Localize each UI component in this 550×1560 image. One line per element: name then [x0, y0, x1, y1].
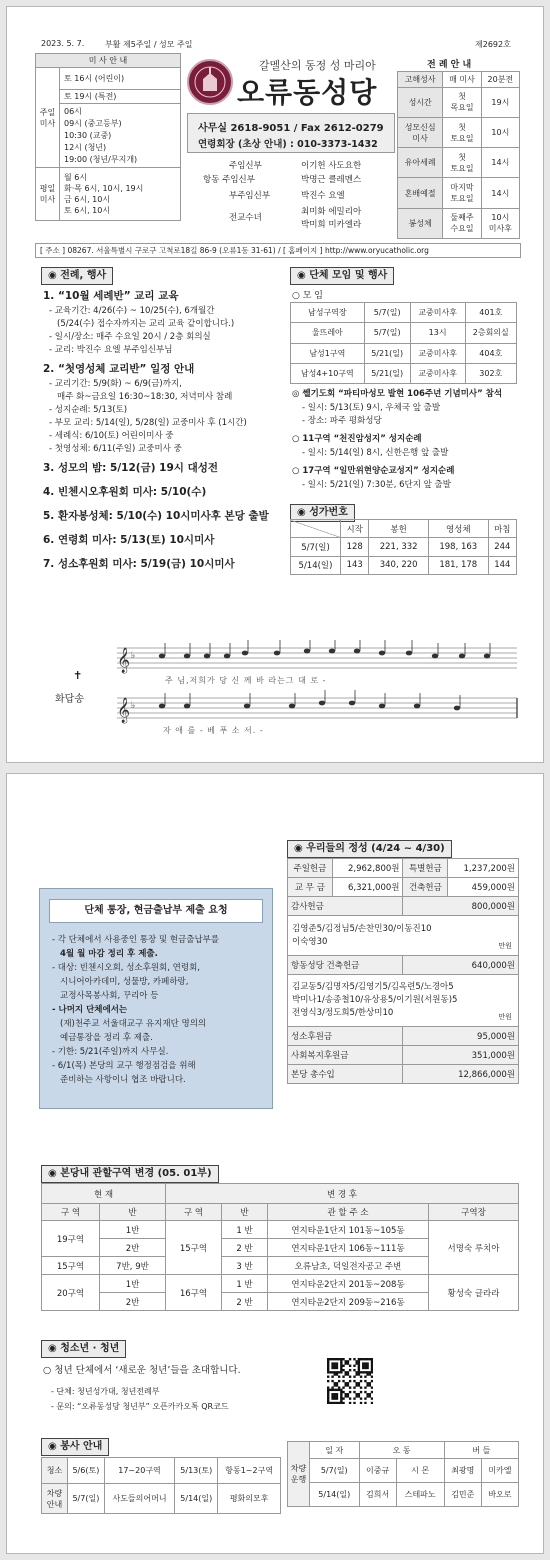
- hymns-table: [290, 519, 517, 575]
- hymns-cell: 5/14(일): [291, 556, 341, 574]
- offering-label: 건축헌금: [403, 878, 448, 897]
- mass-schedule-table: [35, 53, 181, 221]
- service-title-text: 봉사 안내: [60, 1441, 103, 1452]
- thanks-donor-names: 김영준5/김정님5/손찬민30/이동진10 이숙영30: [292, 923, 432, 947]
- districts-col: 반: [100, 1204, 166, 1221]
- service-cell: 5/7(일): [68, 1484, 105, 1514]
- clergy-name: 박진수 요엘: [301, 191, 345, 201]
- psalm-lyric-1: 주 님,저희가 당 신 께 바 라는그 대 로 -: [165, 676, 327, 685]
- meeting-cell: 5/7(일): [364, 323, 410, 343]
- new-ban: 1 반: [222, 1221, 268, 1239]
- clergy-name: 이기헌 사도요한: [301, 161, 362, 171]
- music-note-icon: [159, 654, 165, 659]
- meeting-cell: 남성1구역: [291, 343, 365, 363]
- group-event-detail: - 일시: 5/13(토) 9시, 우체국 앞 출발: [302, 403, 441, 413]
- meeting-cell: 울뜨레아: [291, 323, 365, 343]
- service-cell: 17~20구역: [104, 1458, 174, 1484]
- old-ban: 1반: [100, 1221, 166, 1239]
- parish-name: 오류동성당: [237, 76, 378, 109]
- offering-label: 성소후원금: [288, 1027, 403, 1046]
- driving-cell: 5/14(일): [310, 1483, 360, 1507]
- offering-label: 사회복지후원금: [288, 1046, 403, 1065]
- event-heading: 6. 연령회 미사: 5/13(토) 10시미사: [43, 534, 215, 546]
- new-district: 15구역: [166, 1221, 222, 1275]
- notice-line: 교정사목봉사회, 꾸리아 등: [60, 991, 159, 1001]
- hymns-cell: 144: [488, 556, 516, 574]
- offering-label: 본당 총수입: [288, 1065, 403, 1084]
- bulletin-page-2: [6, 773, 544, 1554]
- liturgy-cell: 10시 미사후: [481, 208, 519, 238]
- music-note-icon: [242, 651, 248, 656]
- qr-code-icon[interactable]: [327, 1358, 373, 1404]
- meeting-cell: 2층회의실: [465, 323, 516, 343]
- event-detail: - 부모 교리: 5/14(일), 5/28(일) 교중미사 후 (1시간): [49, 418, 247, 428]
- building-offering-label: 항동성당 건축헌금: [288, 956, 403, 975]
- service-cell: 5/14(일): [175, 1484, 218, 1514]
- music-note-icon: [432, 654, 438, 659]
- thanks-offering-label: 감사헌금: [288, 897, 403, 916]
- old-ban: 7반, 9반: [100, 1257, 166, 1275]
- notice-line: (재)천주교 서울대교구 유지재단 명의의: [60, 1019, 207, 1029]
- liturgy-cell: 첫 목요일: [443, 87, 481, 117]
- driving-cell: 미카엘: [481, 1459, 518, 1483]
- liturgy-cell: 첫 토요일: [443, 118, 481, 148]
- driving-label: 차량 운행: [288, 1442, 310, 1507]
- districts-col: 관 할 주 소: [268, 1204, 429, 1221]
- district-address: 오류남초, 덕일전자공고 주변: [268, 1257, 429, 1275]
- offering-value: 459,000원: [448, 878, 519, 897]
- music-note-icon: [244, 704, 250, 709]
- youth-contact: - 문의: “오류동성당 청년부” 오픈카카오톡 QR코드: [51, 1402, 229, 1411]
- hymns-col-header: 봉헌: [369, 520, 429, 538]
- hymns-cell: 181, 178: [428, 556, 488, 574]
- meeting-cell: 5/21(일): [364, 363, 410, 383]
- driving-cell: 스테파노: [396, 1483, 444, 1507]
- event-heading: 4. 빈첸시오후원회 미사: 5/10(수): [43, 486, 207, 498]
- notice-title: 단체 통장, 현금출납부 제출 요청: [49, 899, 263, 923]
- group-event-detail: - 장소: 파주 평화성당: [302, 416, 382, 426]
- districts-table: [41, 1183, 519, 1311]
- clergy-role: 부주임신부: [229, 191, 271, 201]
- district-leader: 서명숙 루치아: [429, 1221, 519, 1275]
- districts-col: 반: [222, 1204, 268, 1221]
- psalm-label: 화답송: [55, 694, 84, 705]
- liturgy-cell: 성시간: [398, 87, 443, 117]
- notice-line: 시니어아카데미, 성물방, 카페하랑,: [60, 977, 189, 987]
- notice-line: 예금통장을 정리 후 제출.: [60, 1033, 153, 1043]
- liturgy-cell: 19시: [481, 87, 519, 117]
- hymns-col-header: 시작: [341, 520, 369, 538]
- groups-title-text: 단체 모임 및 행사: [309, 270, 388, 281]
- notice-line: - 각 단체에서 사용중인 통장 및 현금출납부를: [52, 935, 220, 945]
- saturday-mass-1: 토 16시 (어린이): [60, 68, 181, 90]
- clergy-role: 전교수녀: [229, 213, 262, 223]
- districts-header: 현 재: [42, 1184, 166, 1204]
- meeting-cell: 남성4+10구역: [291, 363, 365, 383]
- hymns-cell: 221, 332: [369, 538, 429, 556]
- event-detail: - 교리: 박진수 요엘 부주임신부님: [49, 345, 173, 355]
- sunday-mass-label: 주일 미사: [36, 68, 60, 168]
- driving-header: 버 들: [444, 1442, 518, 1459]
- old-district: 15구역: [42, 1257, 100, 1275]
- building-donor-names: 김교동5/김명자5/김영기5/김옥련5/노경아5 박미나1/송종철10/유상용5/이기원(서원동)5 전영식3/정도희5/한상미10: [292, 982, 458, 1018]
- notice-line: - 나머지 단체에서는: [52, 1005, 128, 1015]
- liturgy-cell: 10시: [481, 118, 519, 148]
- weekday-mass-label: 평일 미사: [36, 168, 60, 221]
- music-note-icon: [329, 649, 335, 654]
- thanks-offering-total: 800,000원: [403, 897, 519, 916]
- meeting-label: ○ 모 임: [292, 291, 323, 301]
- driving-cell: 김희서: [359, 1483, 396, 1507]
- event-heading: 3. 성모의 밤: 5/12(금) 19시 대성전: [43, 462, 219, 474]
- issue-number: 제2692호: [475, 40, 511, 49]
- event-heading: 1. “10월 세례반” 교리 교육: [43, 290, 179, 302]
- music-note-icon: [184, 654, 190, 659]
- old-district: 20구역: [42, 1275, 100, 1311]
- meeting-cell: 401호: [465, 303, 516, 323]
- groups-section-title: ◉ 단체 모임 및 행사: [290, 267, 394, 285]
- notice-line: 준비하는 사항이니 협조 바랍니다.: [60, 1075, 186, 1085]
- new-district: 16구역: [166, 1275, 222, 1311]
- hymns-cell: 244: [488, 538, 516, 556]
- svg-text:♭: ♭: [131, 701, 136, 711]
- music-note-icon: [406, 651, 412, 656]
- music-note-icon: [204, 654, 210, 659]
- event-detail: - 일시/장소: 매주 수요일 20시 / 2층 회의실: [49, 332, 211, 342]
- meeting-cell: 교중미사후: [410, 343, 465, 363]
- notice-box: [39, 888, 273, 1109]
- hymns-cell: 340, 220: [369, 556, 429, 574]
- music-note-icon: [274, 651, 280, 656]
- driving-table: [287, 1441, 519, 1507]
- building-offering-total: 640,000원: [403, 956, 519, 975]
- offering-label: 주일헌금: [288, 859, 333, 878]
- music-note-icon: [159, 704, 165, 709]
- districts-col: 구 역: [42, 1204, 100, 1221]
- service-cell: 항동1~2구역: [218, 1458, 281, 1484]
- music-note-icon: [484, 654, 490, 659]
- meeting-cell: 교중미사후: [410, 363, 465, 383]
- group-event-detail: - 일시: 5/14(일) 8시, 신한은행 앞 출발: [302, 448, 449, 458]
- districts-header: 변 경 후: [166, 1184, 519, 1204]
- service-cell: 5/13(토): [175, 1458, 218, 1484]
- event-detail: 매주 화~금요일 16:30~18:30, 저녁미사 참례: [57, 392, 233, 402]
- liturgy-table: [397, 71, 520, 239]
- bulletin-page-1: [6, 6, 544, 763]
- mass-title: 미 사 안 내: [36, 54, 181, 68]
- driving-cell: 시 몬: [396, 1459, 444, 1483]
- office-phone: 사무실 2618-9051 / Fax 2612-0279: [198, 123, 384, 134]
- music-note-icon: [379, 651, 385, 656]
- liturgy-cell: 성모신심 미사: [398, 118, 443, 148]
- meeting-cell: 302호: [465, 363, 516, 383]
- music-note-icon: [349, 701, 355, 706]
- notice-line: - 대상: 빈첸시오회, 성소후원회, 연령회,: [52, 963, 201, 973]
- liturgy-cell: 20분전: [481, 72, 519, 88]
- event-heading: 5. 환자봉성체: 5/10(수) 10시미사후 본당 출발: [43, 510, 269, 522]
- hymns-col-header: 마침: [488, 520, 516, 538]
- hymns-col-header: 영성체: [428, 520, 488, 538]
- offering-value: 351,000원: [403, 1046, 519, 1065]
- youth-section-title: ◉ 청소년 · 청년: [41, 1340, 126, 1358]
- notice-line: 4월 월 마감 정리 후 제출.: [60, 949, 158, 959]
- clergy-role: 주임신부: [229, 161, 262, 171]
- hymns-cell: 198, 163: [428, 538, 488, 556]
- event-detail: - 세례식: 6/10(토) 어린이미사 중: [49, 431, 174, 441]
- parish-logo: [187, 59, 233, 105]
- new-ban: 1 반: [222, 1275, 268, 1293]
- driving-cell: 바오로: [481, 1483, 518, 1507]
- event-detail: (5/24(수) 접수자까지는 교리 교육 같이합니다.): [57, 319, 235, 329]
- driving-cell: 김민준: [444, 1483, 481, 1507]
- district-address: 연지타운1단지 101동~105동: [268, 1221, 429, 1239]
- unit-label: 만원: [498, 1013, 512, 1021]
- liturgy-cell: 마지막 토요일: [443, 178, 481, 208]
- meeting-cell: 5/21(일): [364, 343, 410, 363]
- offering-value: 6,321,000원: [332, 878, 403, 897]
- meeting-cell: 남성구역장: [291, 303, 365, 323]
- clergy-name: 박미희 미카엘라: [301, 220, 362, 230]
- group-event-heading: ○ 11구역 “천진암성지” 성지순례: [292, 434, 422, 444]
- service-label: 차량 안내: [42, 1484, 68, 1514]
- notice-body: [52, 933, 267, 1087]
- district-leader: 황성숙 글라라: [429, 1275, 519, 1311]
- liturgy-cell: 둘째주 수요일: [443, 208, 481, 238]
- service-section-title: ◉ 봉사 안내: [41, 1438, 109, 1456]
- events-title-text: 전례, 행사: [60, 270, 107, 281]
- notice-line: - 기한: 5/21(주일)까지 사무실.: [52, 1047, 169, 1057]
- district-address: 연지타운2단지 201동~208동: [268, 1275, 429, 1293]
- svg-text:♭: ♭: [131, 651, 136, 661]
- address-bar: [ 주소 ] 08267. 서울특별시 구로구 고척로18길 86-9 (오류1동 31-61) / [ 홈페이지 ] http://www.oryucatholic.org: [35, 243, 521, 258]
- district-address: 연지타운1단지 106동~111동: [268, 1239, 429, 1257]
- hymns-cell: 143: [341, 556, 369, 574]
- event-detail: - 교리기간: 5/9(화) ~ 6/9(금)까지,: [49, 379, 182, 389]
- service-cell: 평화의모후: [218, 1484, 281, 1514]
- liturgy-cell: 14시: [481, 148, 519, 178]
- driving-cell: 이중규: [359, 1459, 396, 1483]
- districts-title-text: 본당내 관할구역 변경 (05. 01부): [60, 1168, 212, 1179]
- youth-title-text: 청소년 · 청년: [60, 1343, 120, 1354]
- driving-cell: 최광명: [444, 1459, 481, 1483]
- music-note-icon: [454, 706, 460, 711]
- liturgical-season: 부활 제5주일 / 성모 주일: [105, 40, 193, 49]
- music-note-icon: [304, 649, 310, 654]
- svg-text:𝄞: 𝄞: [117, 698, 131, 723]
- driving-cell: 5/7(일): [310, 1459, 360, 1483]
- meeting-cell: 13시: [410, 323, 465, 343]
- offering-label: 특별헌금: [403, 859, 448, 878]
- group-event-heading: ○ 17구역 “일만위현양순교성지” 성지순례: [292, 466, 455, 476]
- liturgy-cell: 고해성사: [398, 72, 443, 88]
- weekday-mass-times: 월 6시 화·목 6시, 10시, 19시 금 6시, 10시 토 6시, 10시: [60, 168, 181, 221]
- new-ban: 3 반: [222, 1257, 268, 1275]
- offering-label: 교 무 금: [288, 878, 333, 897]
- offering-title-text: 우리들의 정성 (4/24 ~ 4/30): [306, 843, 445, 854]
- meeting-cell: 교중미사후: [410, 303, 465, 323]
- parish-tagline: 갈멜산의 동정 성 마리아: [259, 59, 376, 72]
- liturgy-cell: 봉성체: [398, 208, 443, 238]
- service-cell: 사도들의어머니: [104, 1484, 174, 1514]
- music-note-icon: [379, 704, 385, 709]
- music-note-icon: [414, 704, 420, 709]
- liturgy-cell: 매 미사: [443, 72, 481, 88]
- offering-value: 12,866,000원: [403, 1065, 519, 1084]
- music-note-icon: [354, 649, 360, 654]
- hymns-corner: [291, 520, 341, 538]
- music-note-icon: [459, 654, 465, 659]
- hymns-title-text: 성가번호: [309, 507, 348, 518]
- group-event-detail: - 일시: 5/21(일) 7:30분, 6단지 앞 출발: [302, 480, 451, 490]
- cross-icon: ✝: [73, 669, 83, 682]
- hymns-cell: 128: [341, 538, 369, 556]
- event-detail: - 성지순례: 5/13(토): [49, 405, 128, 415]
- old-ban: 1반: [100, 1275, 166, 1293]
- psalm-music-staff: [117, 640, 527, 740]
- driving-header: 오 동: [359, 1442, 444, 1459]
- hymns-section-title: ◉ 성가번호: [290, 504, 355, 522]
- district-address: 연지타운2단지 209동~216동: [268, 1293, 429, 1311]
- offering-section-title: ◉ 우리들의 정성 (4/24 ~ 4/30): [287, 840, 452, 858]
- notice-line: - 6/1(목) 본당의 교구 행정점검을 위해: [52, 1061, 196, 1071]
- psalm-lyric-2: 자 애 를 - 베 푸 소 서. -: [163, 726, 264, 735]
- offering-table: [287, 858, 519, 1084]
- districts-col: 구역장: [429, 1204, 519, 1221]
- event-heading: 7. 성소후원회 미사: 5/19(금) 10시미사: [43, 558, 235, 570]
- clergy-name: 박명근 클레멘스: [301, 175, 362, 185]
- new-ban: 2 반: [222, 1293, 268, 1311]
- contact-box: [187, 113, 395, 153]
- saturday-mass-2: 토 19시 (특전): [60, 90, 181, 104]
- events-section-title: ◉ 전례, 행사: [41, 267, 113, 285]
- liturgy-cell: 14시: [481, 178, 519, 208]
- hymns-cell: 5/7(일): [291, 538, 341, 556]
- event-detail: - 교육기간: 4/26(수) ~ 10/25(수), 6개월간: [49, 306, 215, 316]
- svg-text:𝄞: 𝄞: [117, 648, 131, 673]
- event-detail: - 첫영성체: 6/11(주일) 교중미사 중: [49, 444, 182, 454]
- districts-col: 구 역: [166, 1204, 222, 1221]
- youth-invite: ○ 청년 단체에서 ‘새로운 청년’들을 초대합니다.: [43, 1365, 241, 1376]
- liturgy-cell: 혼배예절: [398, 178, 443, 208]
- offering-value: 1,237,200원: [448, 859, 519, 878]
- old-ban: 2반: [100, 1239, 166, 1257]
- cleaning-table: [41, 1457, 281, 1514]
- offering-value: 2,962,800원: [332, 859, 403, 878]
- clergy-role: 항동 주임신부: [203, 175, 255, 185]
- old-ban: 2반: [100, 1293, 166, 1311]
- funeral-contact: 연령회장 (초상 안내) : 010-3373-1432: [198, 139, 378, 150]
- music-note-icon: [319, 701, 325, 706]
- music-note-icon: [184, 704, 190, 709]
- meeting-cell: 5/7(일): [364, 303, 410, 323]
- liturgy-cell: 유아세례: [398, 148, 443, 178]
- old-district: 19구역: [42, 1221, 100, 1257]
- service-cell: 5/6(토): [68, 1458, 105, 1484]
- sunday-mass-times: 06시 09시 (중고등부) 10:30 (교중) 12시 (청년) 19:00 (청년/무지개): [60, 104, 181, 168]
- liturgy-cell: 첫 토요일: [443, 148, 481, 178]
- districts-section-title: ◉ 본당내 관할구역 변경 (05. 01부): [41, 1165, 219, 1183]
- offering-value: 95,000원: [403, 1027, 519, 1046]
- liturgy-title: 전 례 안 내: [427, 60, 472, 70]
- unit-label: 만원: [498, 942, 512, 950]
- event-heading: 2. “첫영성체 교리반” 일정 안내: [43, 363, 195, 375]
- music-note-icon: [289, 704, 295, 709]
- service-label: 청소: [42, 1458, 68, 1484]
- music-note-icon: [224, 654, 230, 659]
- clergy-name: 최미화 에밀리아: [301, 207, 362, 217]
- bulletin-date: 2023. 5. 7.: [41, 39, 85, 48]
- meetings-table: [290, 302, 517, 384]
- driving-header: 일 자: [310, 1442, 360, 1459]
- new-ban: 2 반: [222, 1239, 268, 1257]
- meeting-cell: 404호: [465, 343, 516, 363]
- youth-groups: - 단체: 청년성가대, 청년전례부: [51, 1387, 160, 1396]
- group-event-heading: ◎ 쎌기도회 “파티마성모 발현 106주년 기념미사” 참석: [292, 389, 503, 399]
